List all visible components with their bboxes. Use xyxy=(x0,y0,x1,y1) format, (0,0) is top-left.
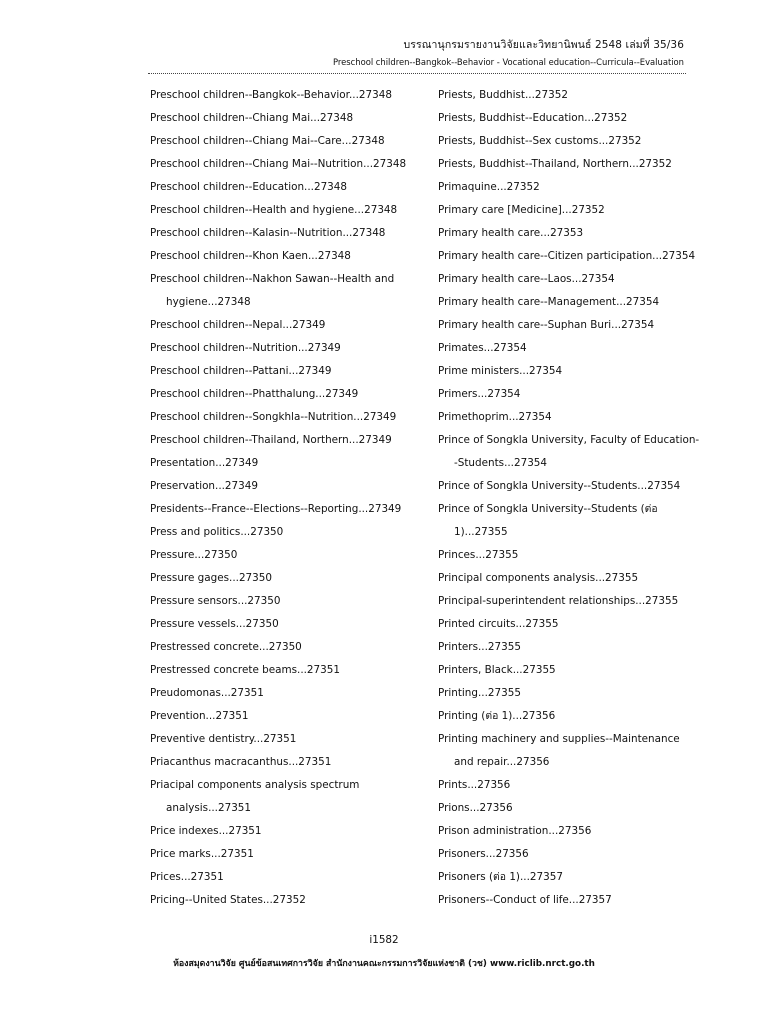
index-entry: Preschool children--Pattani...27349 xyxy=(150,365,332,377)
index-entry: Primethoprim...27354 xyxy=(438,411,552,423)
index-entry: Primary health care--Suphan Buri...27354 xyxy=(438,319,655,331)
index-entry: Pressure sensors...27350 xyxy=(150,595,281,607)
index-entry: Primary health care--Management...27354 xyxy=(438,296,660,308)
index-entry: Preschool children--Chiang Mai--Nutrition...27348 xyxy=(150,158,407,170)
index-entry: Prince of Songkla University--Students...27354 xyxy=(438,480,681,492)
index-entry-continuation: 1)...27355 xyxy=(454,526,508,538)
index-entry: Printed circuits...27355 xyxy=(438,618,559,630)
footer-publisher: ห้องสมุดงานวิจัย ศูนย์ข้อสนเทศการวิจัย สำนักงานคณะกรรมการวิจัยแห่งชาติ (วช) www.riclib.nrct.go.th xyxy=(173,959,595,969)
index-entry: Preventive dentistry...27351 xyxy=(150,733,297,745)
index-entry: Preschool children--Songkhla--Nutrition...27349 xyxy=(150,411,397,423)
index-entry: Pressure...27350 xyxy=(150,549,238,561)
page-number: i1582 xyxy=(369,934,399,946)
index-entry: Printing (ต่อ 1)...27356 xyxy=(438,710,556,722)
index-entry: Prestressed concrete beams...27351 xyxy=(150,664,340,676)
header-divider xyxy=(148,73,686,74)
index-entry: Preschool children--Nutrition...27349 xyxy=(150,342,341,354)
index-entry: Primates...27354 xyxy=(438,342,527,354)
index-entry: Preschool children--Phatthalung...27349 xyxy=(150,388,359,400)
index-entry-continuation: -Students...27354 xyxy=(454,457,548,469)
index-entry: Prions...27356 xyxy=(438,802,513,814)
index-entry: Primaquine...27352 xyxy=(438,181,540,193)
header-subject-range: Preschool children--Bangkok--Behavior - Vocational education--Curricula--Evaluation xyxy=(332,57,684,67)
index-entry: Press and politics...27350 xyxy=(150,526,284,538)
index-entry: Prince of Songkla University, Faculty of Education- xyxy=(438,434,700,446)
index-entry: Preschool children--Health and hygiene...27348 xyxy=(150,204,398,216)
index-entry-continuation: and repair...27356 xyxy=(454,756,550,768)
index-entry: Primary health care--Citizen participation...27354 xyxy=(438,250,696,262)
index-entry: Primers...27354 xyxy=(438,388,521,400)
index-entry: Prince of Songkla University--Students (ต่อ xyxy=(438,503,658,515)
index-entry: Prisoners--Conduct of life...27357 xyxy=(438,894,612,906)
index-entry: Price indexes...27351 xyxy=(150,825,262,837)
index-entry: Priacanthus macracanthus...27351 xyxy=(150,756,332,768)
index-entry: Prevention...27351 xyxy=(150,710,249,722)
index-entry: Price marks...27351 xyxy=(150,848,254,860)
index-entry: Priests, Buddhist--Sex customs...27352 xyxy=(438,135,642,147)
index-entry: Prime ministers...27354 xyxy=(438,365,563,377)
index-entry: Prints...27356 xyxy=(438,779,511,791)
index-entry: Prestressed concrete...27350 xyxy=(150,641,302,653)
index-entry: Printing...27355 xyxy=(438,687,521,699)
index-entry: Preschool children--Chiang Mai...27348 xyxy=(150,112,354,124)
index-entry: Pricing--United States...27352 xyxy=(150,894,306,906)
index-entry: Printers...27355 xyxy=(438,641,521,653)
index-entry: Preservation...27349 xyxy=(150,480,258,492)
index-entry: Priacipal components analysis spectrum xyxy=(150,779,360,791)
index-entry: Prices...27351 xyxy=(150,871,224,883)
index-entry: Printers, Black...27355 xyxy=(438,664,556,676)
index-entry: Preschool children--Chiang Mai--Care...27348 xyxy=(150,135,385,147)
index-entry-continuation: hygiene...27348 xyxy=(166,296,251,308)
index-entry: Princes...27355 xyxy=(438,549,519,561)
index-entry-continuation: analysis...27351 xyxy=(166,802,252,814)
index-entry: Principal-superintendent relationships...27355 xyxy=(438,595,679,607)
index-entry: Prisoners...27356 xyxy=(438,848,529,860)
index-entry: Priests, Buddhist...27352 xyxy=(438,89,568,101)
index-entry: Primary health care...27353 xyxy=(438,227,584,239)
index-entry: Priests, Buddhist--Education...27352 xyxy=(438,112,628,124)
index-column-right xyxy=(438,87,700,915)
index-entry: Presidents--France--Elections--Reporting...27349 xyxy=(150,503,402,515)
index-entry: Principal components analysis...27355 xyxy=(438,572,639,584)
index-entry: Pressure gages...27350 xyxy=(150,572,272,584)
index-entry: Preschool children--Thailand, Northern...27349 xyxy=(150,434,392,446)
index-entry: Printing machinery and supplies--Maintenance xyxy=(438,733,680,745)
index-entry: Priests, Buddhist--Thailand, Northern...27352 xyxy=(438,158,672,170)
index-entry: Preschool children--Nakhon Sawan--Health and xyxy=(150,273,395,285)
index-entry: Preschool children--Education...27348 xyxy=(150,181,348,193)
index-entry: Prison administration...27356 xyxy=(438,825,592,837)
index-entry: Preudomonas...27351 xyxy=(150,687,264,699)
index-column-left xyxy=(150,87,435,915)
index-entry: Pressure vessels...27350 xyxy=(150,618,279,630)
index-entry: Preschool children--Kalasin--Nutrition...27348 xyxy=(150,227,386,239)
index-entry: Prisoners (ต่อ 1)...27357 xyxy=(438,871,563,883)
index-entry: Presentation...27349 xyxy=(150,457,259,469)
index-entry: Preschool children--Nepal...27349 xyxy=(150,319,326,331)
index-entry: Preschool children--Khon Kaen...27348 xyxy=(150,250,351,262)
index-entry: Preschool children--Bangkok--Behavior...27348 xyxy=(150,89,392,101)
header-title: บรรณานุกรมรายงานวิจัยและวิทยานิพนธ์ 2548 เล่มที่ 35/36 xyxy=(403,39,684,51)
index-entry: Primary health care--Laos...27354 xyxy=(438,273,615,285)
index-entry: Primary care [Medicine]...27352 xyxy=(438,204,605,216)
